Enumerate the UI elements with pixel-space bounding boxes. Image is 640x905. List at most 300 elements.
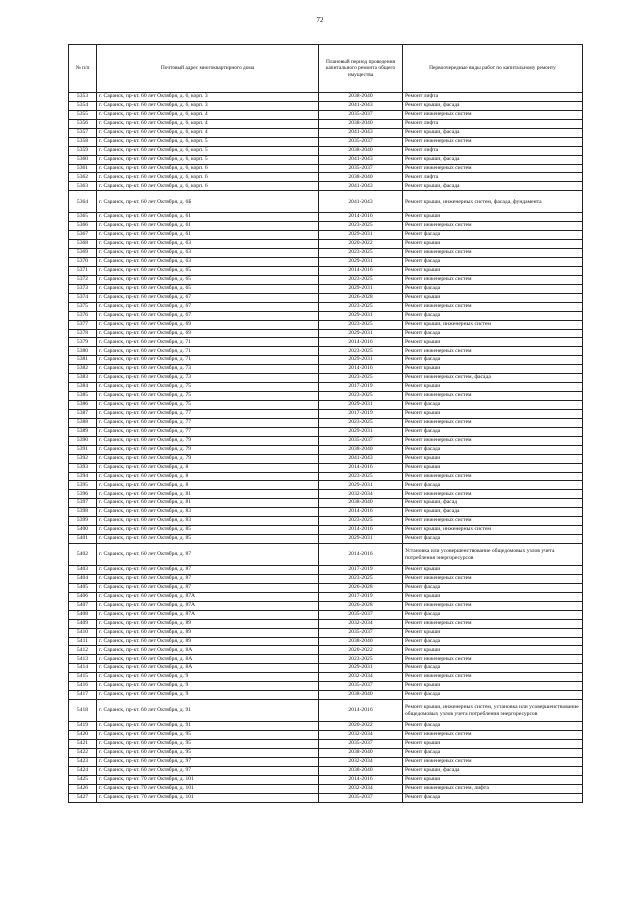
cell-works: Ремонт крыши: [403, 240, 583, 249]
cell-works: Ремонт крыши: [403, 463, 583, 472]
cell-num: 5373: [69, 284, 97, 293]
cell-num: 5375: [69, 302, 97, 311]
table-body: [69, 93, 583, 803]
cell-address: г. Саранск, пр-кт. 60 лет Октября, д. 83: [97, 517, 319, 526]
cell-num: 5403: [69, 566, 97, 575]
table-row: [69, 722, 583, 731]
cell-period: 2014-2016: [319, 365, 403, 374]
cell-num: 5398: [69, 508, 97, 517]
cell-address: г. Саранск, пр-кт. 60 лет Октября, д. 9: [97, 682, 319, 691]
cell-address: г. Саранск, пр-кт. 60 лет Октября, д. 63: [97, 258, 319, 267]
cell-address: г. Саранск, пр-кт. 60 лет Октября, д. 71: [97, 338, 319, 347]
cell-num: 5372: [69, 275, 97, 284]
cell-num: 5382: [69, 365, 97, 374]
table-row: [69, 526, 583, 535]
cell-works: Ремонт инженерных систем: [403, 275, 583, 284]
cell-period: 2020-2022: [319, 646, 403, 655]
cell-period: 2041-2043: [319, 191, 403, 213]
cell-address: г. Саранск, пр-кт. 70 лет Октября, д. 101: [97, 784, 319, 793]
cell-period: 2035-2037: [319, 793, 403, 802]
table-row: [69, 110, 583, 119]
cell-period: 2026-2028: [319, 293, 403, 302]
table-row: [69, 682, 583, 691]
table-row: [69, 499, 583, 508]
table-row: [69, 101, 583, 110]
cell-works: Ремонт инженерных систем: [403, 392, 583, 401]
cell-works: Ремонт крыши, инженерных систем: [403, 526, 583, 535]
cell-works: Ремонт инженерных систем: [403, 490, 583, 499]
table-row: [69, 222, 583, 231]
cell-address: г. Саранск, пр-кт. 60 лет Октября, д. 67: [97, 293, 319, 302]
cell-works: Ремонт крыши: [403, 775, 583, 784]
cell-period: 2032-2034: [319, 673, 403, 682]
cell-num: 5364: [69, 191, 97, 213]
cell-works: Ремонт фасада: [403, 748, 583, 757]
cell-num: 5359: [69, 146, 97, 155]
cell-address: г. Саранск, пр-кт. 60 лет Октября, д. 89: [97, 619, 319, 628]
cell-address: г. Саранск, пр-кт. 60 лет Октября, д. 77: [97, 409, 319, 418]
cell-num: 5366: [69, 222, 97, 231]
cell-works: Ремонт крыши: [403, 409, 583, 418]
cell-num: 5376: [69, 311, 97, 320]
cell-address: г. Саранск, пр-кт. 60 лет Октября, д. 87А: [97, 592, 319, 601]
cell-address: г. Саранск, пр-кт. 60 лет Октября, д. 6, корп. 6: [97, 182, 319, 191]
table-row: [69, 240, 583, 249]
cell-address: г. Саранск, пр-кт. 60 лет Октября, д. 87А: [97, 610, 319, 619]
cell-works: Ремонт лифта: [403, 93, 583, 102]
cell-works: Ремонт крыши, фасада: [403, 508, 583, 517]
cell-period: 2023-2025: [319, 418, 403, 427]
cell-address: г. Саранск, пр-кт. 60 лет Октября, д. 71: [97, 356, 319, 365]
cell-num: 5395: [69, 481, 97, 490]
cell-period: 2017-2019: [319, 592, 403, 601]
cell-period: 2035-2037: [319, 628, 403, 637]
table-row: [69, 320, 583, 329]
cell-period: 2017-2019: [319, 566, 403, 575]
cell-works: Ремонт крыши: [403, 454, 583, 463]
cell-works: Ремонт инженерных систем: [403, 249, 583, 258]
header-address: Почтовый адрес многоквартирного дома: [97, 45, 319, 93]
cell-num: 5427: [69, 793, 97, 802]
cell-num: 5407: [69, 601, 97, 610]
table-row: [69, 637, 583, 646]
cell-works: Ремонт фасада: [403, 356, 583, 365]
cell-period: 2035-2037: [319, 137, 403, 146]
cell-num: 5371: [69, 266, 97, 275]
table-row: [69, 293, 583, 302]
table-row: [69, 628, 583, 637]
cell-address: г. Саранск, пр-кт. 60 лет Октября, д. 87А: [97, 601, 319, 610]
cell-works: Ремонт крыши, фасада: [403, 182, 583, 191]
cell-works: Ремонт инженерных систем: [403, 731, 583, 740]
cell-period: 2029-2031: [319, 481, 403, 490]
table-row: [69, 347, 583, 356]
cell-num: 5424: [69, 766, 97, 775]
cell-works: Ремонт фасада: [403, 664, 583, 673]
cell-address: г. Саранск, пр-кт. 60 лет Октября, д. 95: [97, 748, 319, 757]
table-row: [69, 302, 583, 311]
table-row: [69, 731, 583, 740]
cell-period: 2014-2016: [319, 508, 403, 517]
cell-period: 2038-2040: [319, 691, 403, 700]
table-header-row: [69, 45, 583, 93]
cell-address: г. Саранск, пр-кт. 60 лет Октября, д. 65: [97, 275, 319, 284]
cell-address: г. Саранск, пр-кт. 60 лет Октября, д. 6, корп. 6: [97, 173, 319, 182]
cell-period: 2029-2031: [319, 356, 403, 365]
cell-period: 2029-2031: [319, 329, 403, 338]
cell-works: Ремонт фасада: [403, 583, 583, 592]
table-row: [69, 338, 583, 347]
cell-num: 5369: [69, 249, 97, 258]
cell-num: 5417: [69, 691, 97, 700]
cell-period: 2014-2016: [319, 463, 403, 472]
cell-address: г. Саранск, пр-кт. 60 лет Октября, д. 8А: [97, 646, 319, 655]
cell-num: 5405: [69, 583, 97, 592]
cell-num: 5368: [69, 240, 97, 249]
cell-period: 2035-2037: [319, 164, 403, 173]
cell-period: 2035-2037: [319, 436, 403, 445]
table-row: [69, 383, 583, 392]
table-row: [69, 266, 583, 275]
cell-address: г. Саранск, пр-кт. 60 лет Октября, д. 6, корп. 4: [97, 119, 319, 128]
cell-works: Ремонт лифта: [403, 173, 583, 182]
cell-works: Ремонт крыши, фасада: [403, 766, 583, 775]
table-row: [69, 392, 583, 401]
cell-works: Ремонт инженерных систем: [403, 655, 583, 664]
cell-period: 2017-2019: [319, 409, 403, 418]
table-row: [69, 463, 583, 472]
cell-works: Ремонт инженерных систем, лифта: [403, 784, 583, 793]
cell-works: Ремонт инженерных систем: [403, 418, 583, 427]
cell-period: 2038-2040: [319, 119, 403, 128]
table-row: [69, 454, 583, 463]
cell-num: 5419: [69, 722, 97, 731]
cell-works: Ремонт крыши: [403, 365, 583, 374]
table-row: [69, 574, 583, 583]
cell-works: Ремонт фасада: [403, 535, 583, 544]
cell-num: 5389: [69, 427, 97, 436]
cell-works: Ремонт инженерных систем: [403, 347, 583, 356]
cell-works: Ремонт крыши: [403, 338, 583, 347]
cell-works: Ремонт фасада: [403, 231, 583, 240]
cell-num: 5356: [69, 119, 97, 128]
cell-address: г. Саранск, пр-кт. 60 лет Октября, д. 79: [97, 454, 319, 463]
cell-period: 2029-2031: [319, 311, 403, 320]
table-row: [69, 128, 583, 137]
cell-address: г. Саранск, пр-кт. 60 лет Октября, д. 67: [97, 311, 319, 320]
table-row: [69, 592, 583, 601]
cell-period: 2032-2034: [319, 619, 403, 628]
cell-num: 5360: [69, 155, 97, 164]
cell-address: г. Саранск, пр-кт. 70 лет Октября, д. 101: [97, 775, 319, 784]
cell-works: Ремонт инженерных систем: [403, 302, 583, 311]
table-row: [69, 164, 583, 173]
cell-works: Ремонт фасада: [403, 610, 583, 619]
cell-period: 2014-2016: [319, 700, 403, 722]
cell-period: 2038-2040: [319, 445, 403, 454]
cell-num: 5390: [69, 436, 97, 445]
cell-num: 5412: [69, 646, 97, 655]
cell-num: 5377: [69, 320, 97, 329]
table-row: [69, 784, 583, 793]
table-row: [69, 481, 583, 490]
table-row: [69, 401, 583, 410]
cell-address: г. Саранск, пр-кт. 60 лет Октября, д. 65: [97, 284, 319, 293]
cell-period: 2029-2031: [319, 664, 403, 673]
cell-address: г. Саранск, пр-кт. 60 лет Октября, д. 6, корп. 3: [97, 93, 319, 102]
cell-num: 5408: [69, 610, 97, 619]
cell-period: 2026-2028: [319, 601, 403, 610]
table-row: [69, 673, 583, 682]
cell-address: г. Саранск, пр-кт. 60 лет Октября, д. 6, корп. 3: [97, 101, 319, 110]
cell-works: Ремонт инженерных систем: [403, 436, 583, 445]
cell-num: 5406: [69, 592, 97, 601]
cell-works: Ремонт крыши: [403, 266, 583, 275]
cell-period: 2017-2019: [319, 383, 403, 392]
cell-address: г. Саранск, пр-кт. 60 лет Октября, д. 89: [97, 628, 319, 637]
cell-works: Ремонт крыши: [403, 293, 583, 302]
cell-period: 2038-2040: [319, 637, 403, 646]
table-row: [69, 508, 583, 517]
cell-num: 5415: [69, 673, 97, 682]
cell-period: 2014-2016: [319, 526, 403, 535]
cell-works: Ремонт крыши: [403, 592, 583, 601]
cell-num: 5399: [69, 517, 97, 526]
cell-address: г. Саранск, пр-кт. 60 лет Октября, д. 8: [97, 463, 319, 472]
cell-num: 5411: [69, 637, 97, 646]
cell-address: г. Саранск, пр-кт. 60 лет Октября, д. 81: [97, 490, 319, 499]
cell-num: 5426: [69, 784, 97, 793]
table-row: [69, 374, 583, 383]
cell-works: Ремонт инженерных систем: [403, 757, 583, 766]
cell-num: 5381: [69, 356, 97, 365]
cell-period: 2023-2025: [319, 347, 403, 356]
cell-works: Ремонт крыши, инженерных систем, фасада, фундамента: [403, 191, 583, 213]
cell-period: 2029-2031: [319, 231, 403, 240]
cell-works: Ремонт крыши: [403, 646, 583, 655]
cell-period: 2035-2037: [319, 682, 403, 691]
cell-num: 5413: [69, 655, 97, 664]
table-row: [69, 775, 583, 784]
cell-num: 5384: [69, 383, 97, 392]
table-row: [69, 517, 583, 526]
cell-num: 5354: [69, 101, 97, 110]
cell-period: 2038-2040: [319, 499, 403, 508]
cell-address: г. Саранск, пр-кт. 60 лет Октября, д. 6, корп. 4: [97, 128, 319, 137]
cell-num: 5385: [69, 392, 97, 401]
table-row: [69, 664, 583, 673]
cell-period: 2023-2025: [319, 249, 403, 258]
table-row: [69, 566, 583, 575]
cell-address: г. Саранск, пр-кт. 60 лет Октября, д. 8: [97, 472, 319, 481]
cell-period: 2035-2037: [319, 739, 403, 748]
page-number: 72: [316, 16, 324, 24]
table-row: [69, 619, 583, 628]
table-row: [69, 356, 583, 365]
header-num: № п/п: [69, 45, 97, 93]
repair-schedule-table: [68, 44, 583, 803]
cell-address: г. Саранск, пр-кт. 60 лет Октября, д. 9: [97, 673, 319, 682]
cell-num: 5414: [69, 664, 97, 673]
cell-period: 2014-2016: [319, 544, 403, 566]
cell-num: 5392: [69, 454, 97, 463]
table-row: [69, 739, 583, 748]
table-row: [69, 146, 583, 155]
cell-period: 2023-2025: [319, 472, 403, 481]
cell-address: г. Саранск, пр-кт. 60 лет Октября, д. 8: [97, 481, 319, 490]
table-row: [69, 436, 583, 445]
cell-period: 2029-2031: [319, 535, 403, 544]
cell-works: Ремонт крыши, фасада: [403, 101, 583, 110]
cell-period: 2014-2016: [319, 775, 403, 784]
table-row: [69, 445, 583, 454]
cell-num: 5400: [69, 526, 97, 535]
cell-works: Ремонт фасада: [403, 258, 583, 267]
header-period: Плановый период проведения капитального ремонта общего имущества: [319, 45, 403, 93]
table-row: [69, 427, 583, 436]
cell-period: 2038-2040: [319, 173, 403, 182]
cell-num: 5365: [69, 213, 97, 222]
cell-address: г. Саранск, пр-кт. 60 лет Октября, д. 97: [97, 766, 319, 775]
cell-address: г. Саранск, пр-кт. 60 лет Октября, д. 63: [97, 240, 319, 249]
cell-address: г. Саранск, пр-кт. 60 лет Октября, д. 77: [97, 427, 319, 436]
cell-works: Ремонт инженерных систем: [403, 110, 583, 119]
cell-address: г. Саранск, пр-кт. 60 лет Октября, д. 61: [97, 222, 319, 231]
cell-address: г. Саранск, пр-кт. 60 лет Октября, д. 75: [97, 401, 319, 410]
cell-works: Ремонт лифта: [403, 119, 583, 128]
table-row: [69, 691, 583, 700]
cell-address: г. Саранск, пр-кт. 60 лет Октября, д. 89: [97, 637, 319, 646]
table-row: [69, 766, 583, 775]
cell-address: г. Саранск, пр-кт. 70 лет Октября, д. 101: [97, 793, 319, 802]
cell-works: Ремонт фасада: [403, 793, 583, 802]
cell-works: Ремонт крыши, инженерных систем: [403, 320, 583, 329]
table-row: [69, 93, 583, 102]
cell-works: Ремонт фасада: [403, 311, 583, 320]
cell-period: 2041-2043: [319, 155, 403, 164]
cell-works: Ремонт фасада: [403, 427, 583, 436]
cell-address: г. Саранск, пр-кт. 60 лет Октября, д. 65: [97, 266, 319, 275]
cell-period: 2023-2025: [319, 374, 403, 383]
cell-address: г. Саранск, пр-кт. 60 лет Октября, д. 6, корп. 6: [97, 164, 319, 173]
table-row: [69, 258, 583, 267]
cell-num: 5374: [69, 293, 97, 302]
cell-works: Ремонт крыши: [403, 383, 583, 392]
cell-num: 5425: [69, 775, 97, 784]
cell-address: г. Саранск, пр-кт. 60 лет Октября, д. 79: [97, 436, 319, 445]
table-row: [69, 583, 583, 592]
table-row: [69, 544, 583, 566]
table-row: [69, 418, 583, 427]
cell-period: 2023-2025: [319, 517, 403, 526]
cell-works: Ремонт инженерных систем: [403, 574, 583, 583]
cell-works: Ремонт фасада: [403, 637, 583, 646]
cell-works: Ремонт крыши: [403, 566, 583, 575]
cell-period: 2014-2016: [319, 213, 403, 222]
cell-period: 2020-2022: [319, 722, 403, 731]
cell-num: 5393: [69, 463, 97, 472]
cell-num: 5420: [69, 731, 97, 740]
cell-period: 2041-2043: [319, 454, 403, 463]
cell-address: г. Саранск, пр-кт. 60 лет Октября, д. 77: [97, 418, 319, 427]
cell-works: Ремонт инженерных систем: [403, 222, 583, 231]
cell-address: г. Саранск, пр-кт. 60 лет Октября, д. 79: [97, 445, 319, 454]
cell-num: 5363: [69, 182, 97, 191]
cell-works: Ремонт фасада: [403, 401, 583, 410]
cell-address: г. Саранск, пр-кт. 60 лет Октября, д. 61: [97, 213, 319, 222]
cell-address: г. Саранск, пр-кт. 60 лет Октября, д. 67: [97, 302, 319, 311]
cell-address: г. Саранск, пр-кт. 60 лет Октября, д. 71: [97, 347, 319, 356]
table-row: [69, 213, 583, 222]
cell-address: г. Саранск, пр-кт. 60 лет Октября, д. 91: [97, 700, 319, 722]
table-row: [69, 182, 583, 191]
cell-address: г. Саранск, пр-кт. 60 лет Октября, д. 8А: [97, 664, 319, 673]
table-row: [69, 793, 583, 802]
cell-period: 2035-2037: [319, 610, 403, 619]
cell-period: 2023-2025: [319, 392, 403, 401]
cell-num: 5423: [69, 757, 97, 766]
cell-address: г. Саранск, пр-кт. 60 лет Октября, д. 8А: [97, 655, 319, 664]
cell-works: Ремонт фасада: [403, 284, 583, 293]
cell-period: 2014-2016: [319, 266, 403, 275]
cell-works: Ремонт крыши: [403, 682, 583, 691]
cell-period: 2038-2040: [319, 766, 403, 775]
cell-period: 2023-2025: [319, 320, 403, 329]
cell-address: г. Саранск, пр-кт. 60 лет Октября, д. 81: [97, 499, 319, 508]
cell-works: Ремонт фасада: [403, 329, 583, 338]
cell-num: 5380: [69, 347, 97, 356]
table-row: [69, 700, 583, 722]
cell-num: 5367: [69, 231, 97, 240]
table-row: [69, 490, 583, 499]
table-row: [69, 311, 583, 320]
table-row: [69, 646, 583, 655]
cell-address: г. Саранск, пр-кт. 60 лет Октября, д. 6, корп. 5: [97, 146, 319, 155]
cell-period: 2029-2031: [319, 401, 403, 410]
cell-address: г. Саранск, пр-кт. 60 лет Октября, д. 87: [97, 574, 319, 583]
cell-works: Ремонт крыши: [403, 739, 583, 748]
cell-period: 2032-2034: [319, 731, 403, 740]
cell-period: 2038-2040: [319, 748, 403, 757]
cell-address: г. Саранск, пр-кт. 60 лет Октября, д. 95: [97, 739, 319, 748]
cell-works: Ремонт инженерных систем: [403, 517, 583, 526]
cell-period: 2029-2031: [319, 427, 403, 436]
cell-address: г. Саранск, пр-кт. 60 лет Октября, д. 6, корп. 4: [97, 110, 319, 119]
cell-period: 2035-2037: [319, 110, 403, 119]
cell-address: г. Саранск, пр-кт. 60 лет Октября, д. 83: [97, 508, 319, 517]
table-row: [69, 655, 583, 664]
cell-num: 5388: [69, 418, 97, 427]
cell-period: 2026-2028: [319, 583, 403, 592]
cell-period: 2020-2022: [319, 240, 403, 249]
cell-num: 5386: [69, 401, 97, 410]
cell-works: Ремонт крыши, фасад: [403, 499, 583, 508]
table-row: [69, 275, 583, 284]
cell-period: 2029-2031: [319, 284, 403, 293]
cell-num: 5355: [69, 110, 97, 119]
cell-num: 5383: [69, 374, 97, 383]
cell-period: 2038-2040: [319, 93, 403, 102]
cell-num: 5409: [69, 619, 97, 628]
cell-address: г. Саранск, пр-кт. 60 лет Октября, д. 61: [97, 231, 319, 240]
cell-address: г. Саранск, пр-кт. 60 лет Октября, д. 75: [97, 392, 319, 401]
cell-address: г. Саранск, пр-кт. 60 лет Октября, д. 91: [97, 722, 319, 731]
cell-period: 2023-2025: [319, 222, 403, 231]
cell-period: 2023-2025: [319, 574, 403, 583]
table-row: [69, 365, 583, 374]
cell-period: 2038-2040: [319, 146, 403, 155]
table-row: [69, 409, 583, 418]
